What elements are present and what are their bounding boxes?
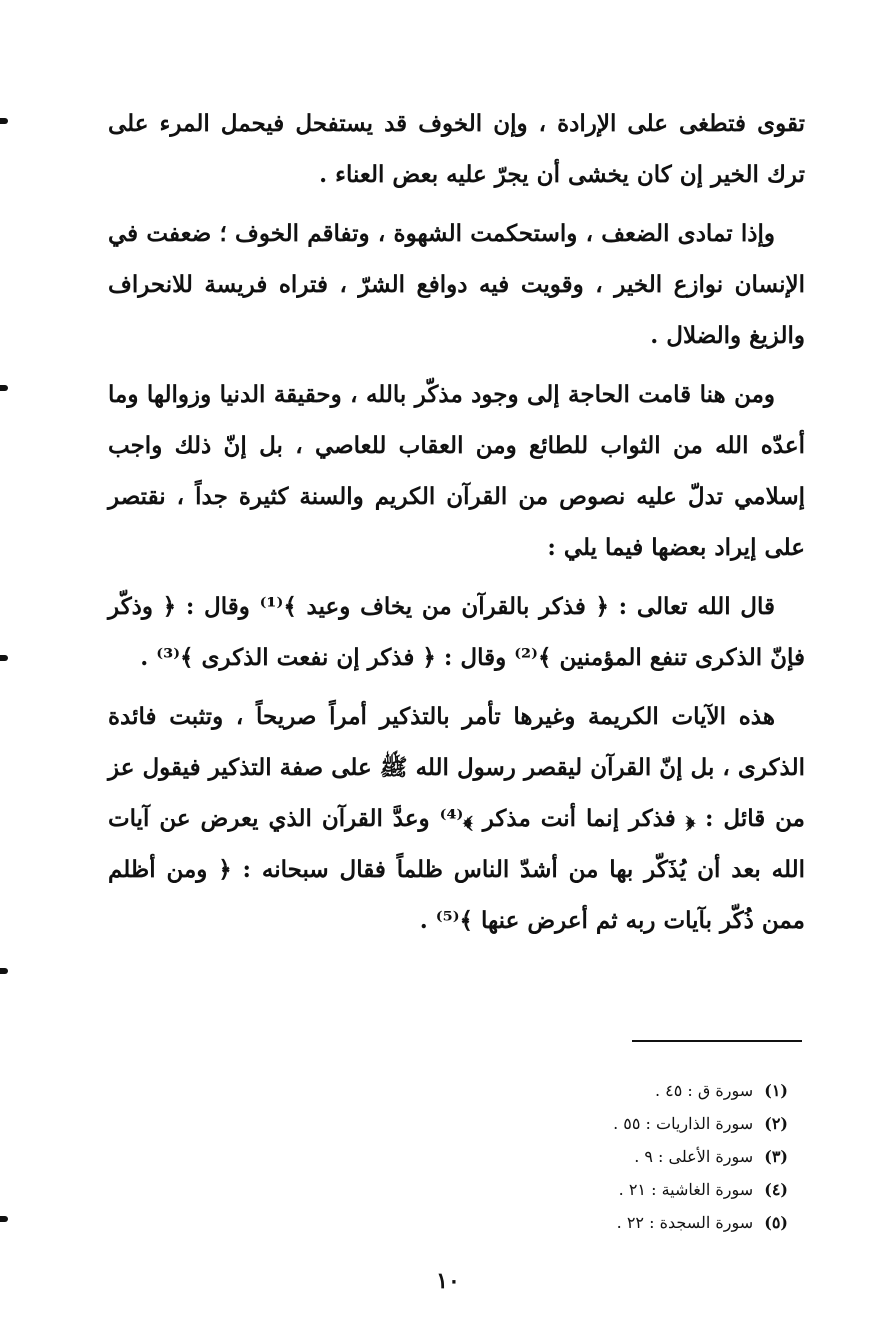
footnote (420, 1074, 788, 1107)
footnote-number: (٣) (764, 1147, 788, 1166)
footnote (420, 1206, 788, 1239)
margin-mark (0, 385, 8, 391)
body-text (108, 98, 805, 954)
footnote (420, 1173, 788, 1206)
footnote-text: سورة الذاريات : ٥٥ . (613, 1114, 754, 1133)
footnote (420, 1107, 788, 1140)
footnote-divider (632, 1040, 802, 1042)
footnote-text: سورة ق : ٤٥ . (654, 1081, 754, 1100)
margin-mark (0, 655, 8, 661)
footnotes (420, 1074, 788, 1239)
page-number: ١٠ (436, 1268, 460, 1294)
paragraph: وإذا تمادى الضعف ، واستحكمت الشهوة ، وتفاقم الخوف ؛ ضعفت في الإنسان نوازع الخير ، وقويت فيه دوافع الشرّ ، فتراه فريسة للانحراف والزيغ والضلال . (108, 220, 805, 349)
paragraph: هذه الآيات الكريمة وغيرها تأمر بالتذكير أمراً صريحاً ، وتثبت فائدة الذكرى ، بل إنّ القرآن ليقصر رسول الله ﷺ على صفة التذكير فيقول عز من قائل : ﴿ فذكر إنما أنت مذكر ﴾⁽⁴⁾ وعدَّ القرآن الذي يعرض عن آيات الله بعد أن يُذَكّر بها من أشدّ الناس ظلماً فقال سبحانه : ﴿ ومن أظلم ممن ذُكّر بآيات ربه ثم أعرض عنها ﴾⁽⁵⁾ . (108, 703, 805, 934)
footnote-number: (٤) (764, 1180, 788, 1199)
footnote-text: سورة الأعلى : ٩ . (634, 1147, 754, 1166)
footnote-number: (٢) (764, 1114, 788, 1133)
footnote-number: (٥) (764, 1213, 788, 1232)
footnote-text: سورة السجدة : ٢٢ . (616, 1213, 754, 1232)
paragraph: تقوى فتطغى على الإرادة ، وإن الخوف قد يستفحل فيحمل المرء على ترك الخير إن كان يخشى أن يجرّ عليه بعض العناء . (108, 110, 805, 188)
footnote-text: سورة الغاشية : ٢١ . (618, 1180, 754, 1199)
margin-mark (0, 118, 8, 124)
footnote (420, 1140, 788, 1173)
paragraph: ومن هنا قامت الحاجة إلى وجود مذكّر بالله ، وحقيقة الدنيا وزوالها وما أعدّه الله من الثواب للطائع ومن العقاب للعاصي ، بل إنّ ذلك واجب إسلامي تدلّ عليه نصوص من القرآن الكريم والسنة كثيرة جداً ، نقتصر على إيراد بعضها فيما يلي : (108, 381, 805, 561)
paragraph: قال الله تعالى : ﴿ فذكر بالقرآن من يخاف وعيد ﴾⁽¹⁾ وقال : ﴿ وذكّر فإنّ الذكرى تنفع المؤمنين ﴾⁽²⁾ وقال : ﴿ فذكر إن نفعت الذكرى ﴾⁽³⁾ . (108, 593, 805, 671)
footnote-number: (١) (764, 1081, 788, 1100)
margin-mark (0, 1216, 8, 1222)
margin-mark (0, 968, 8, 974)
